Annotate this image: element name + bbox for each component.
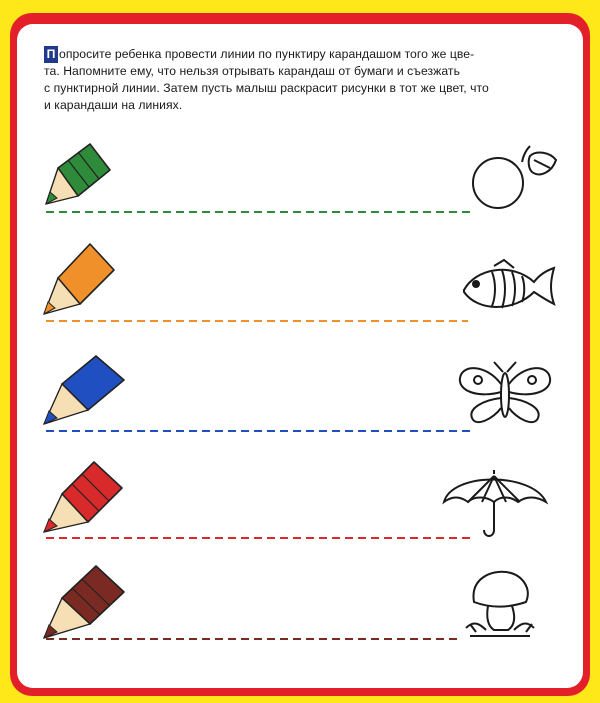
mushroom-icon [466,572,534,636]
row-4 [44,462,546,538]
row-5 [44,566,534,639]
instructions-line-1: П опросите ребенка провести линии по пунктиру карандашом того же цве- [44,46,564,63]
fish-icon [464,260,554,308]
instructions-line-4: и карандаши на линиях. [44,98,183,112]
row-2 [44,244,554,321]
apple-icon [473,146,556,208]
red-pencil-icon [44,462,122,532]
blue-pencil-icon [44,356,124,424]
row-3 [44,356,550,431]
row-1 [46,144,556,212]
brown-pencil-icon [44,566,124,638]
green-pencil-icon [46,144,110,204]
butterfly-icon [460,362,550,422]
umbrella-icon [444,470,546,536]
dropcap-letter: П [44,46,58,63]
instructions-line-3: с пунктирной линии. Затем пусть малыш раскрасит рисунки в тот же цвет, что [44,81,489,95]
instructions-line-2: та. Напомните ему, что нельзя отрывать карандаш от бумаги и съезжать [44,64,460,78]
orange-pencil-icon [44,244,114,314]
